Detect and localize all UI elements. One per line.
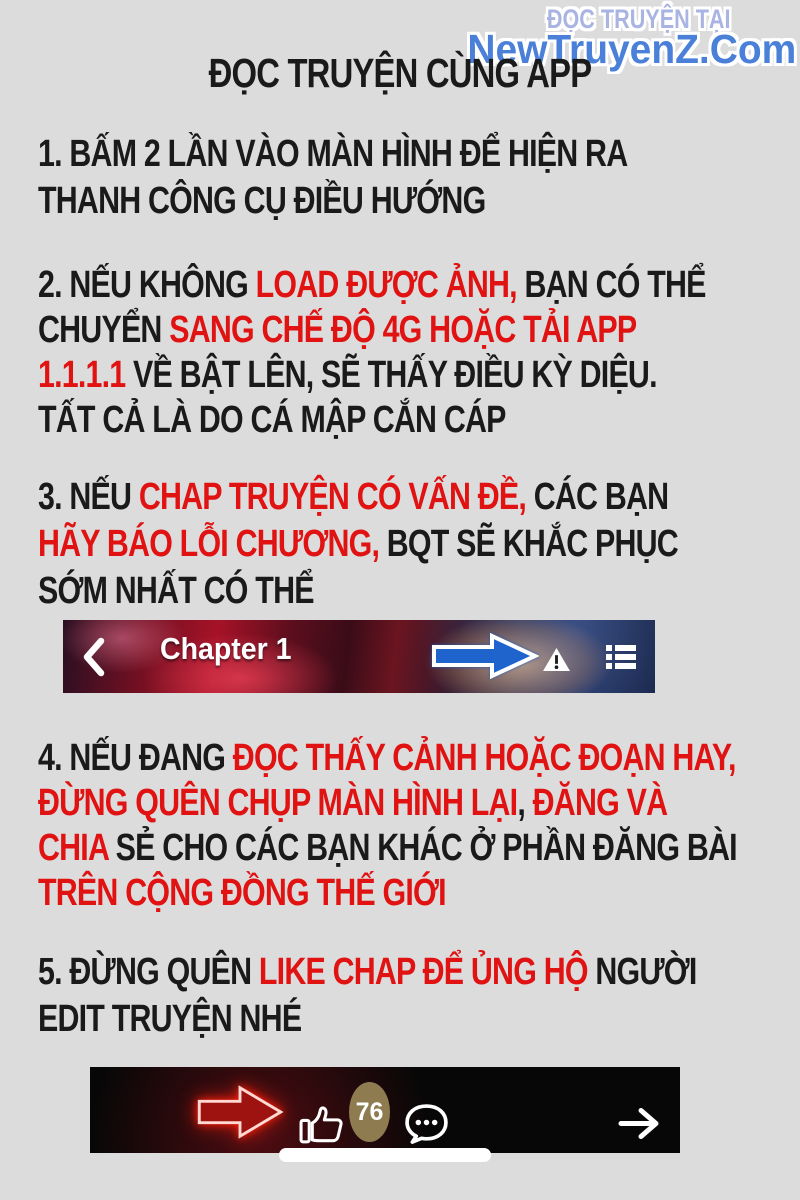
chapter-title: Chapter 1 bbox=[160, 631, 292, 666]
instruction-line: EDIT TRUYỆN NHÉ bbox=[38, 998, 302, 1040]
instruction-line: HÃY BÁO LỖI CHƯƠNG, BQT SẼ KHẮC PHỤC bbox=[38, 523, 678, 565]
instruction-section-1 bbox=[38, 131, 775, 225]
like-count-badge bbox=[349, 1082, 390, 1142]
thumbs-up-icon bbox=[299, 1105, 344, 1144]
watermark-site-name: NewTruyenZ.Com bbox=[467, 26, 796, 72]
instruction-section-5 bbox=[38, 949, 800, 1043]
instruction-line: 2. NẾU KHÔNG LOAD ĐƯỢC ẢNH, BẠN CÓ THỂ bbox=[38, 264, 706, 306]
instruction-line: TẤT CẢ LÀ DO CÁ MẬP CẮN CÁP bbox=[38, 399, 506, 441]
instruction-line: SỚM NHẤT CÓ THỂ bbox=[38, 570, 314, 612]
chevron-left-icon bbox=[81, 637, 107, 677]
list-menu-icon bbox=[606, 644, 636, 670]
comment-button[interactable] bbox=[404, 1104, 449, 1150]
like-button[interactable] bbox=[299, 1105, 344, 1149]
instruction-line: CHIA SẺ CHO CÁC BẠN KHÁC Ở PHẦN ĐĂNG BÀI bbox=[38, 827, 737, 869]
instruction-section-3 bbox=[38, 474, 800, 615]
next-chapter-button[interactable] bbox=[617, 1105, 661, 1147]
warning-triangle-icon[interactable] bbox=[542, 647, 571, 677]
instruction-line: 1. BẤM 2 LẦN VÀO MÀN HÌNH ĐỂ HIỆN RA bbox=[38, 133, 628, 175]
instruction-section-4 bbox=[38, 736, 800, 916]
instruction-line: 3. NẾU CHAP TRUYỆN CÓ VẤN ĐỀ, CÁC BẠN bbox=[38, 476, 669, 518]
back-button[interactable] bbox=[81, 637, 107, 682]
instruction-line: TRÊN CỘNG ĐỒNG THẾ GIỚI bbox=[38, 872, 446, 914]
instruction-line: 1.1.1.1 VỀ BẬT LÊN, SẼ THẤY ĐIỀU KỲ DIỆU. bbox=[38, 354, 657, 396]
chapter-list-button[interactable] bbox=[606, 644, 636, 675]
instruction-line: 4. NẾU ĐANG ĐỌC THẤY CẢNH HOẶC ĐOẠN HAY, bbox=[38, 737, 736, 779]
like-count: 76 bbox=[355, 1097, 384, 1126]
comment-bubble-icon bbox=[404, 1104, 449, 1145]
chapter-nav-screenshot bbox=[63, 620, 655, 693]
instruction-line: ĐỪNG QUÊN CHỤP MÀN HÌNH LẠI, ĐĂNG VÀ bbox=[38, 782, 668, 824]
blue-right-arrow-icon bbox=[431, 631, 539, 686]
action-bar-screenshot bbox=[90, 1067, 680, 1153]
instruction-line: THANH CÔNG CỤ ĐIỀU HƯỚNG bbox=[38, 180, 486, 222]
right-arrow-icon bbox=[617, 1105, 661, 1142]
page-title: ĐỌC TRUYỆN CÙNG APP bbox=[208, 50, 592, 96]
instruction-line: 5. ĐỪNG QUÊN LIKE CHAP ĐỂ ỦNG HỘ NGƯỜI bbox=[38, 951, 697, 993]
instruction-line: CHUYỂN SANG CHẾ ĐỘ 4G HOẶC TẢI APP bbox=[38, 309, 637, 351]
white-panel-edge bbox=[279, 1148, 491, 1162]
instruction-section-2 bbox=[38, 263, 800, 443]
watermark-site-tagline: ĐỌC TRUYỆN TẠI bbox=[546, 4, 730, 34]
red-glow-right-arrow-icon bbox=[193, 1080, 287, 1149]
